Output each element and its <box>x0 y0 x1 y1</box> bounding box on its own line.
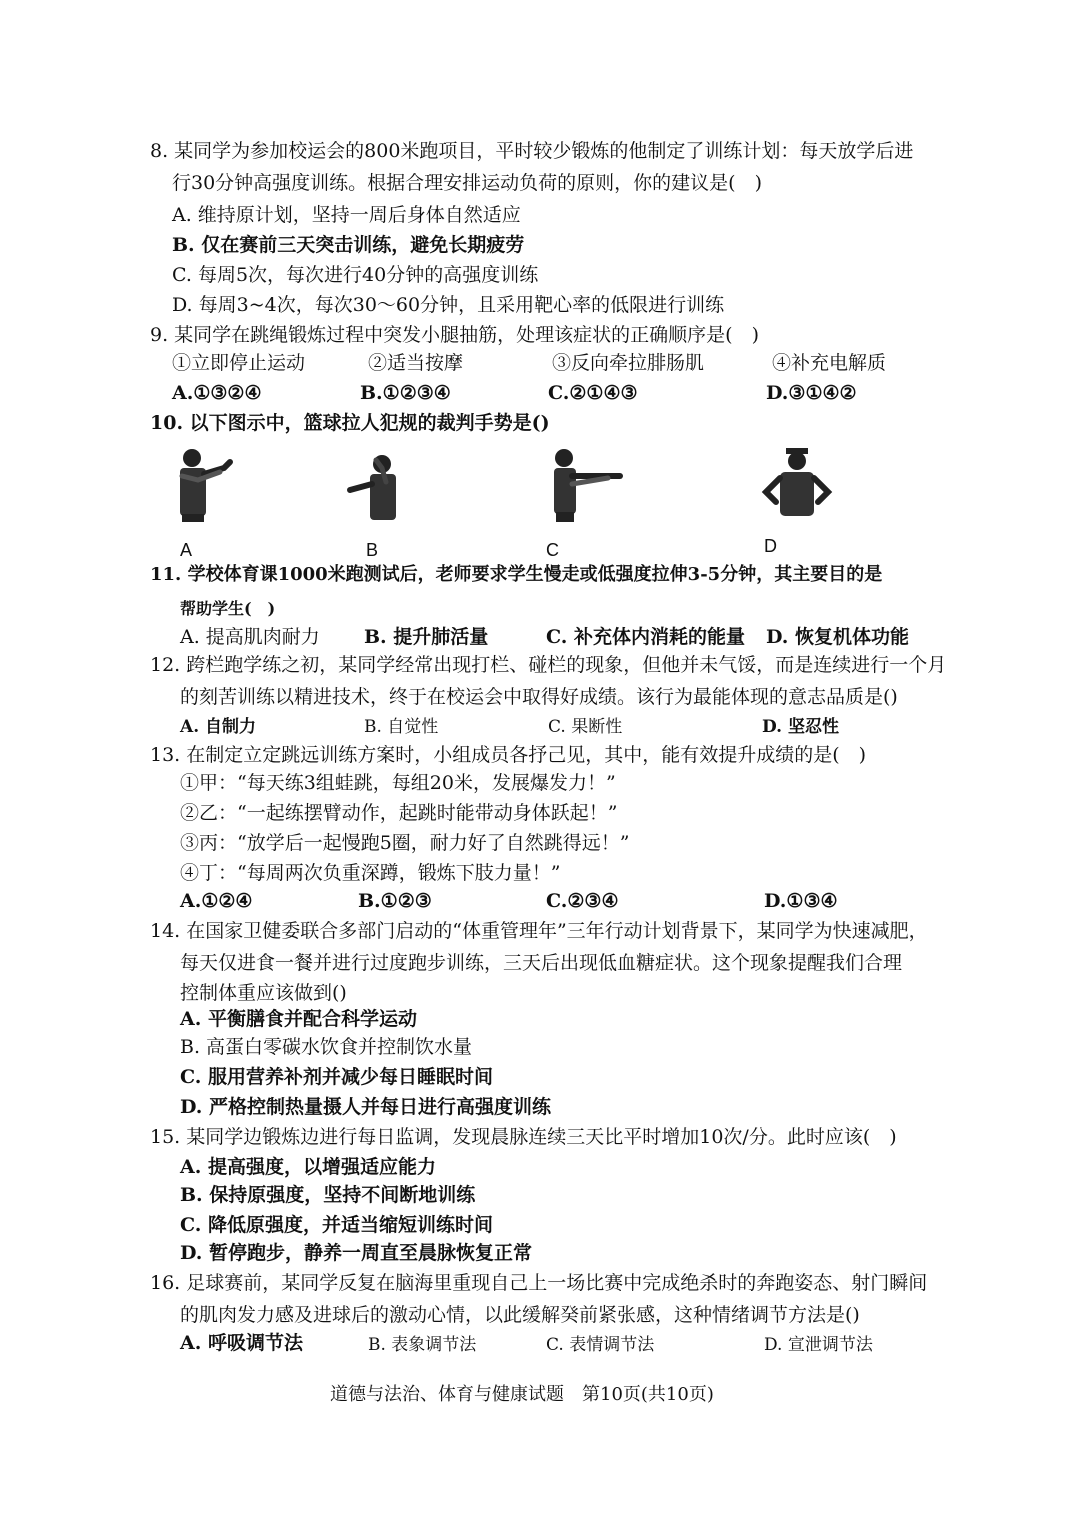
q11-option-b: B. 提升肺活量 <box>364 626 489 648</box>
figure-label-d: D <box>764 536 777 556</box>
q16-option-c: C. 表情调节法 <box>546 1335 655 1355</box>
q13-statement-1: ①甲：“每天练3组蛙跳，每组20米，发展爆发力！” <box>180 772 616 794</box>
figure-label-a: A <box>180 540 193 560</box>
q13-option-c: C.②③④ <box>546 890 619 912</box>
q12-stem-line2: 的刻苦训练以精进技术，终于在校运会中取得好成绩。该行为最能体现的意志品质是() <box>180 686 898 708</box>
q14-stem-line3: 控制体重应该做到() <box>180 982 347 1004</box>
q8-stem-line1: 8. 某同学为参加校运会的800米跑项目，平时较少锻炼的他制定了训练计划：每天放学后进 <box>150 140 914 162</box>
q9-step-2: ②适当按摩 <box>368 352 464 374</box>
q16-stem-line2: 的肌肉发力感及进球后的激动心情，以此缓解癸前紧张感，这种情绪调节方法是() <box>180 1304 860 1326</box>
q13-statement-2: ②乙：“一起练摆臂动作，起跳时能带动身体跃起！” <box>180 802 618 824</box>
q9-stem: 9. 某同学在跳绳锻炼过程中突发小腿抽筋，处理该症状的正确顺序是( ) <box>150 324 759 346</box>
q10-stem: 10. 以下图示中，篮球拉人犯规的裁判手势是() <box>150 412 550 434</box>
referee-signal-a-figure <box>168 446 248 524</box>
q9-option-d: D.③①④② <box>766 382 857 404</box>
q16-option-d: D. 宣泄调节法 <box>764 1335 873 1355</box>
q8-option-b: B. 仅在赛前三天突击训练，避免长期疲劳 <box>172 234 525 256</box>
q13-option-b: B.①②③ <box>358 890 432 912</box>
q14-option-d: D. 严格控制热量摄人并每日进行高强度训练 <box>180 1096 552 1118</box>
q16-option-b: B. 表象调节法 <box>368 1335 477 1355</box>
q11-stem-line2: 帮助学生( ) <box>180 599 276 618</box>
referee-signal-d-figure <box>758 446 838 524</box>
q15-stem: 15. 某同学边锻炼边进行每日监调，发现晨脉连续三天比平时增加10次/分。此时应该( ) <box>150 1126 897 1148</box>
q12-option-b: B. 自觉性 <box>364 717 439 737</box>
q13-option-d: D.①③④ <box>764 890 838 912</box>
q8-option-a: A. 维持原计划，坚持一周后身体自然适应 <box>172 204 521 226</box>
q9-step-3: ③反向牵拉腓肠肌 <box>552 352 705 374</box>
q13-statement-3: ③丙：“放学后一起慢跑5圈，耐力好了自然跳得远！” <box>180 832 630 854</box>
figure-label-b: B <box>366 540 379 560</box>
q12-stem-line1: 12. 跨栏跑学练之初，某同学经常出现打栏、碰栏的现象，但他并未气馁，而是连续进行一个月 <box>150 654 947 676</box>
q15-option-a: A. 提高强度，以增强适应能力 <box>180 1156 436 1178</box>
q11-option-d: D. 恢复机体功能 <box>766 626 910 648</box>
q8-stem-line2: 行30分钟高强度训练。根据合理安排运动负荷的原则，你的建议是( ) <box>172 172 763 194</box>
q14-stem-line2: 每天仅进食一餐并进行过度跑步训练，三天后出现低血糖症状。这个现象提醒我们合理 <box>180 952 903 974</box>
q15-option-c: C. 降低原强度，并适当缩短训练时间 <box>180 1214 494 1236</box>
page-footer: 道德与法治、体育与健康试题 第10页(共10页) <box>330 1384 714 1405</box>
q14-stem-line1: 14. 在国家卫健委联合多部门启动的“体重管理年”三年行动计划背景下，某同学为快速减肥， <box>150 920 928 942</box>
q14-option-b: B. 高蛋白零碳水饮食并控制饮水量 <box>180 1036 473 1058</box>
q8-option-c: C. 每周5次，每次进行40分钟的高强度训练 <box>172 264 539 286</box>
q16-stem-line1: 16. 足球赛前，某同学反复在脑海里重现自己上一场比赛中完成绝杀时的奔跑姿态、射门瞬间 <box>150 1272 928 1294</box>
q12-option-c: C. 果断性 <box>548 717 623 737</box>
q12-option-d: D. 坚忍性 <box>762 717 839 737</box>
q11-option-c: C. 补充体内消耗的能量 <box>546 626 746 648</box>
q9-option-b: B.①②③④ <box>360 382 451 404</box>
figure-label-c: C <box>546 540 559 560</box>
q8-option-d: D. 每周3~4次，每次30～60分钟，且采用靶心率的低限进行训练 <box>172 294 725 316</box>
referee-signal-b-figure <box>342 452 422 524</box>
q13-stem: 13. 在制定立定跳远训练方案时，小组成员各抒己见，其中，能有效提升成绩的是( ) <box>150 744 867 766</box>
q13-statement-4: ④丁：“每周两次负重深蹲，锻炼下肢力量！” <box>180 862 561 884</box>
q13-option-a: A.①②④ <box>180 890 253 912</box>
q9-option-a: A.①③②④ <box>172 382 262 404</box>
q9-step-4: ④补充电解质 <box>772 352 887 374</box>
q12-option-a: A. 自制力 <box>180 717 257 737</box>
referee-signal-c-figure <box>548 446 628 524</box>
q11-stem-line1: 11. 学校体育课1000米跑测试后，老师要求学生慢走或低强度拉伸3-5分钟，其主要目的是 <box>150 564 883 585</box>
q16-option-a: A. 呼吸调节法 <box>180 1332 303 1354</box>
q14-option-c: C. 服用营养补剂并减少每日睡眠时间 <box>180 1066 494 1088</box>
q9-step-1: ①立即停止运动 <box>172 352 306 374</box>
q14-option-a: A. 平衡膳食并配合科学运动 <box>180 1008 417 1030</box>
q15-option-b: B. 保持原强度，坚持不间断地训练 <box>180 1184 476 1206</box>
q9-option-c: C.②①④③ <box>548 382 638 404</box>
q15-option-d: D. 暂停跑步，静养一周直至晨脉恢复正常 <box>180 1242 533 1264</box>
q11-option-a: A. 提高肌肉耐力 <box>180 626 320 648</box>
